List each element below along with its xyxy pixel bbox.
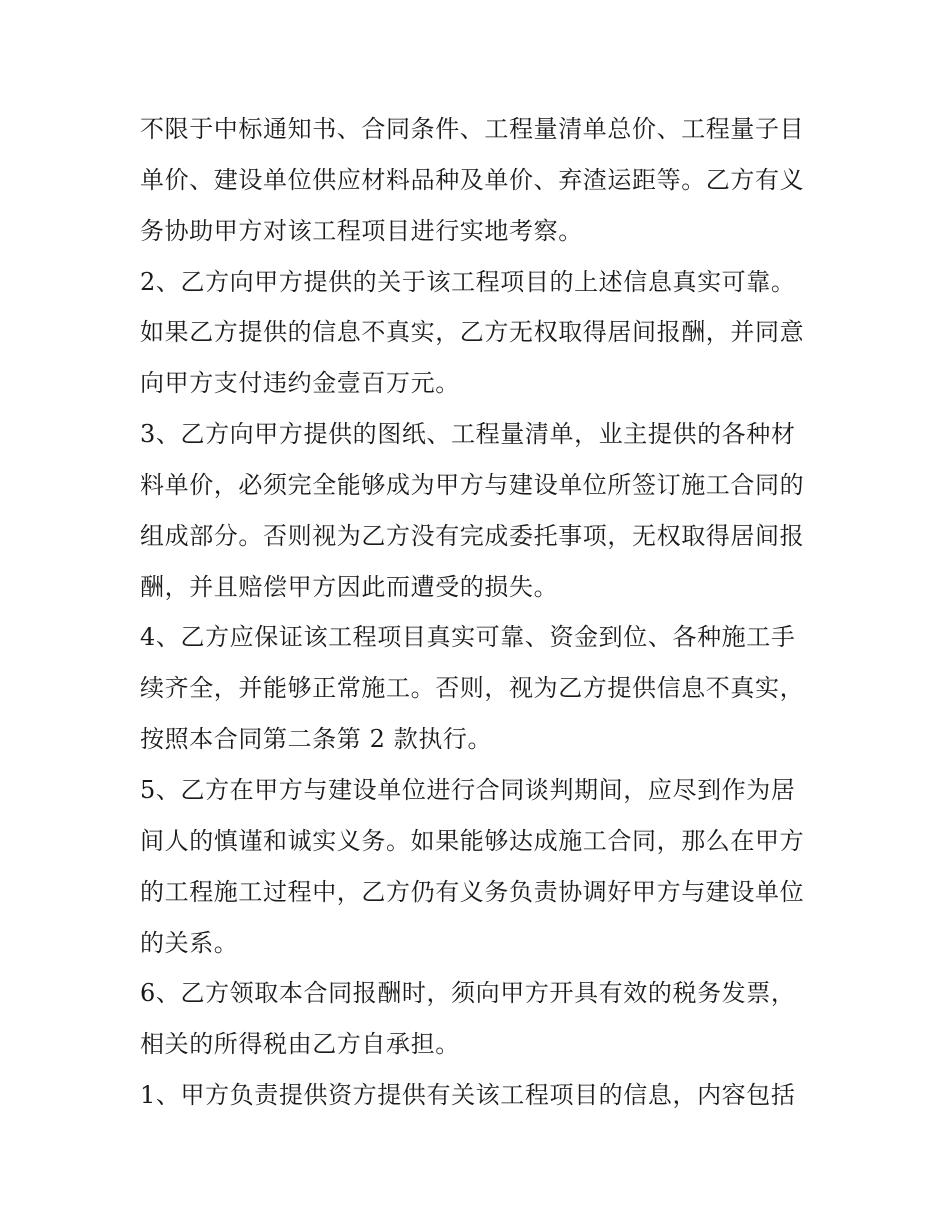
text-line-1: 不限于中标通知书、合同条件、工程量清单总价、工程量子目 — [140, 115, 805, 143]
text-line-5: 如果乙方提供的信息不真实，乙方无权取得居间报酬，并同意 — [140, 318, 805, 347]
text-line-15: 间人的慎谨和诚实义务。如果能够达成施工合同，那么在甲方 — [140, 826, 805, 855]
text-line-18: 6、乙方领取本合同报酬时，须向甲方开具有效的税务发票， — [140, 979, 796, 1008]
text-line-9: 组成部分。否则视为乙方没有完成委托事项，无权取得居间报 — [140, 521, 805, 550]
text-line-4: 2、乙方向甲方提供的关于该工程项目的上述信息真实可靠。 — [140, 267, 796, 296]
text-line-6: 向甲方支付违约金壹百万元。 — [140, 369, 460, 398]
text-line-14: 5、乙方在甲方与建设单位进行合同谈判期间，应尽到作为居 — [140, 775, 796, 804]
text-line-17: 的关系。 — [140, 928, 239, 957]
contract-text-body — [140, 104, 820, 1121]
text-line-8: 料单价，必须完全能够成为甲方与建设单位所签订施工合同的 — [140, 470, 805, 499]
text-line-20: 1、甲方负责提供资方提供有关该工程项目的信息，内容包括 — [140, 1081, 796, 1110]
text-line-2: 单价、建设单位供应材料品种及单价、弃渣运距等。乙方有义 — [140, 165, 805, 194]
text-line-12: 续齐全，并能够正常施工。否则，视为乙方提供信息不真实， — [140, 674, 805, 703]
text-line-13: 按照本合同第二条第 2 款执行。 — [140, 725, 493, 754]
text-line-11: 4、乙方应保证该工程项目真实可靠、资金到位、各种施工手 — [140, 623, 796, 652]
text-line-16: 的工程施工过程中，乙方仍有义务负责协调好甲方与建设单位 — [140, 877, 805, 906]
text-line-7: 3、乙方向甲方提供的图纸、工程量清单，业主提供的各种材 — [140, 420, 796, 449]
text-line-10: 酬，并且赔偿甲方因此而遭受的损失。 — [140, 572, 559, 601]
text-line-3: 务协助甲方对该工程项目进行实地考察。 — [140, 216, 583, 245]
text-line-19: 相关的所得税由乙方自承担。 — [140, 1030, 460, 1059]
